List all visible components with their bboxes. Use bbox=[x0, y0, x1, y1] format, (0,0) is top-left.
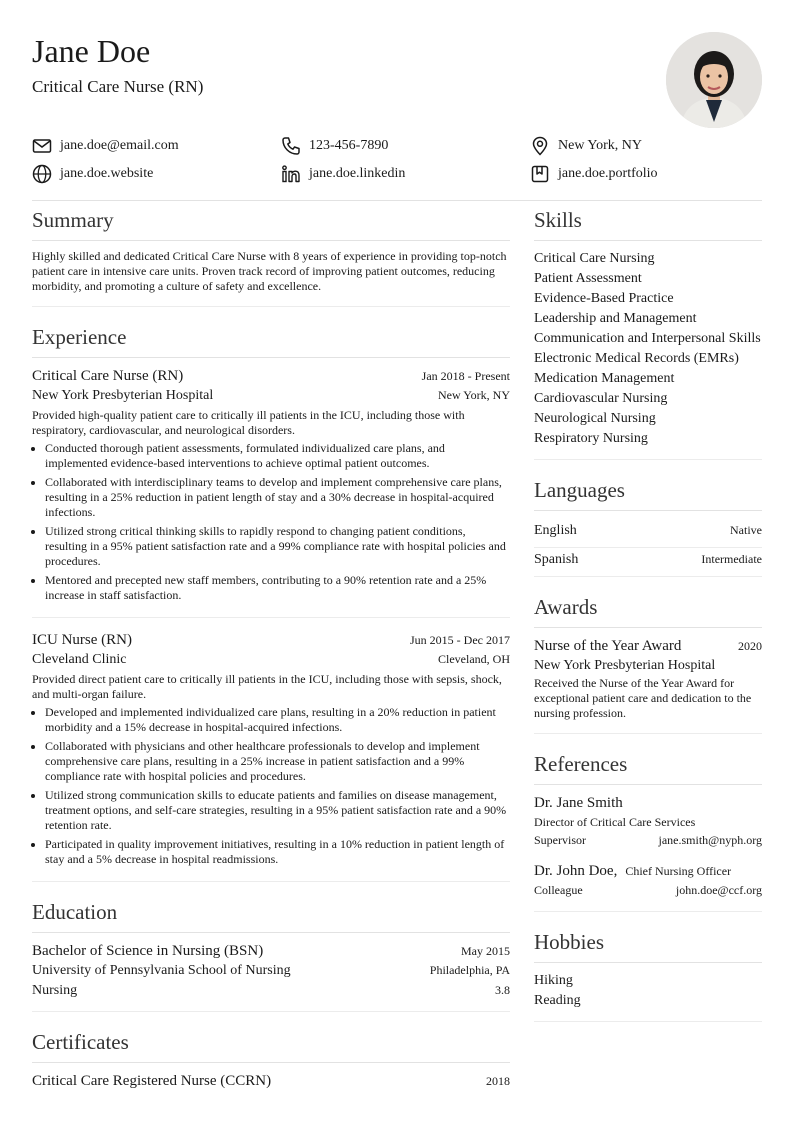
language-item bbox=[534, 548, 762, 577]
mail-icon bbox=[32, 136, 52, 156]
section-heading-summary: Summary bbox=[32, 206, 510, 241]
skill-item: Cardiovascular Nursing bbox=[534, 391, 668, 406]
experience-entry bbox=[32, 630, 510, 882]
section-heading-hobbies: Hobbies bbox=[534, 928, 762, 963]
education-date: May 2015 bbox=[461, 944, 510, 958]
job-bullet: • Utilized strong communication skills to educate patients and families on disease management, treatment options, and self-care strategies, resulting in a 95% patient satisfaction rate and a 90% retention rate. bbox=[45, 788, 510, 833]
reference-item bbox=[534, 861, 762, 912]
candidate-title: Critical Care Nurse (RN) bbox=[32, 77, 204, 96]
contact-linkedin-text: jane.doe.linkedin bbox=[309, 166, 406, 181]
language-name: English bbox=[534, 523, 577, 538]
job-location: New York, NY bbox=[437, 388, 510, 402]
phone-icon bbox=[281, 136, 301, 156]
hobby-item: Hiking bbox=[534, 973, 573, 988]
experience-section bbox=[32, 323, 510, 882]
job-bullet: • Developed and implemented individualized care plans, resulting in a 20% reduction in patient morbidity and a 15% decrease in hospital-acquired infections. bbox=[45, 705, 510, 735]
contact-location-text: New York, NY bbox=[558, 138, 643, 153]
languages-section bbox=[534, 476, 762, 577]
section-heading-certificates: Certificates bbox=[32, 1028, 510, 1063]
location-pin-icon bbox=[530, 136, 550, 156]
skill-item: Medication Management bbox=[534, 371, 675, 386]
experience-entry bbox=[32, 366, 510, 618]
linkedin-icon bbox=[281, 164, 301, 184]
section-heading-references: References bbox=[534, 750, 762, 785]
award-title: Nurse of the Year Award bbox=[534, 638, 682, 654]
profile-photo bbox=[666, 32, 762, 128]
skill-item: Neurological Nursing bbox=[534, 411, 656, 426]
contact-location bbox=[530, 134, 642, 158]
contact-email-text: jane.doe@email.com bbox=[60, 138, 179, 153]
job-title: ICU Nurse (RN) bbox=[32, 632, 132, 648]
certificate-year: 2018 bbox=[486, 1074, 510, 1088]
job-bullets bbox=[32, 705, 510, 867]
awards-section bbox=[534, 593, 762, 734]
certificates-section bbox=[32, 1028, 510, 1091]
skill-item: Respiratory Nursing bbox=[534, 431, 648, 446]
job-title: Critical Care Nurse (RN) bbox=[32, 368, 184, 384]
right-column bbox=[534, 206, 762, 1022]
section-heading-languages: Languages bbox=[534, 476, 762, 511]
education-section bbox=[32, 898, 510, 1012]
reference-name: Dr. Jane Smith bbox=[534, 795, 623, 811]
contact-phone[interactable] bbox=[281, 134, 388, 158]
language-level: Intermediate bbox=[701, 552, 762, 566]
left-column bbox=[32, 206, 510, 1091]
language-name: Spanish bbox=[534, 552, 579, 567]
job-location: Cleveland, OH bbox=[438, 652, 510, 666]
job-bullet: • Mentored and precepted new staff members, contributing to a 90% retention rate and a 25% increase in staff satisfaction. bbox=[45, 573, 510, 603]
skill-item: Critical Care Nursing bbox=[534, 251, 655, 266]
job-bullet: • Utilized strong critical thinking skills to rapidly respond to changing patient conditions, resulting in a 95% patient satisfaction rate and a 99% compliance rate with hospital policies and procedures. bbox=[45, 524, 510, 569]
job-description: Provided direct patient care to critically ill patients in the ICU, including those with sepsis, shock, and multi-organ failure. bbox=[32, 672, 502, 701]
gpa: 3.8 bbox=[495, 983, 510, 997]
field-of-study: Nursing bbox=[32, 983, 78, 998]
degree-title: Bachelor of Science in Nursing (BSN) bbox=[32, 943, 264, 959]
contact-website[interactable] bbox=[32, 162, 153, 186]
school-name: University of Pennsylvania School of Nursing bbox=[32, 963, 291, 978]
section-heading-awards: Awards bbox=[534, 593, 762, 628]
portfolio-icon bbox=[530, 164, 550, 184]
reference-item bbox=[534, 793, 762, 861]
award-year: 2020 bbox=[738, 639, 762, 653]
reference-email[interactable]: jane.smith@nyph.org bbox=[658, 833, 762, 847]
contact-website-text: jane.doe.website bbox=[60, 166, 154, 181]
language-item bbox=[534, 519, 762, 548]
reference-position: Director of Critical Care Services bbox=[534, 815, 696, 829]
reference-email[interactable]: john.doe@ccf.org bbox=[675, 883, 762, 897]
certificate-name: Critical Care Registered Nurse (CCRN) bbox=[32, 1073, 272, 1089]
summary-section bbox=[32, 206, 510, 307]
contact-linkedin[interactable] bbox=[281, 162, 405, 186]
header-divider bbox=[32, 200, 762, 201]
skill-item: Communication and Interpersonal Skills bbox=[534, 331, 761, 346]
job-bullet: • Collaborated with interdisciplinary teams to develop and implement comprehensive care plans, resulting in a 25% reduction in patient length of stay and a 30% decrease in hospital-acquired infections. bbox=[45, 475, 510, 520]
summary-text: Highly skilled and dedicated Critical Care Nurse with 8 years of experience in providing top-notch patient care in intensive care units. Proven track record of improving patient outcomes, reducing morbidity, and promoting a culture of safety and excellence. bbox=[32, 249, 507, 293]
job-description: Provided high-quality patient care to critically ill patients in the ICU, including those with respiratory, cardiovascular, and neurological disorders. bbox=[32, 408, 465, 437]
job-organization: Cleveland Clinic bbox=[32, 652, 127, 667]
reference-position: Chief Nursing Officer bbox=[625, 864, 732, 878]
contact-email[interactable] bbox=[32, 134, 179, 158]
job-bullet: • Conducted thorough patient assessments, formulated individualized care plans, and implemented evidence-based interventions to achieve optimal patient outcomes. bbox=[45, 441, 510, 471]
candidate-name: Jane Doe bbox=[32, 33, 151, 69]
references-section bbox=[534, 750, 762, 912]
section-heading-education: Education bbox=[32, 898, 510, 933]
job-bullets bbox=[32, 441, 510, 603]
skill-item: Patient Assessment bbox=[534, 271, 642, 286]
certificate-item bbox=[32, 1071, 510, 1091]
hobby-item: Reading bbox=[534, 993, 581, 1008]
reference-name: Dr. John Doe, bbox=[534, 863, 618, 879]
skill-item: Evidence-Based Practice bbox=[534, 291, 674, 306]
skill-item: Leadership and Management bbox=[534, 311, 697, 326]
globe-icon bbox=[32, 164, 52, 184]
school-location: Philadelphia, PA bbox=[429, 963, 510, 977]
skill-item: Electronic Medical Records (EMRs) bbox=[534, 351, 739, 366]
reference-relation: Colleague bbox=[534, 883, 583, 897]
section-heading-skills: Skills bbox=[534, 206, 762, 241]
language-level: Native bbox=[730, 523, 762, 537]
job-organization: New York Presbyterian Hospital bbox=[32, 388, 214, 403]
job-bullet: • Participated in quality improvement initiatives, resulting in a 10% reduction in patient length of stay and a 5% decrease in hospital readmissions. bbox=[45, 837, 510, 867]
job-date: Jun 2015 - Dec 2017 bbox=[410, 633, 510, 647]
skills-section bbox=[534, 206, 762, 460]
job-bullet: • Collaborated with physicians and other healthcare professionals to develop and implement comprehensive care plans, resulting in a 25% increase in patient satisfaction and a 99% compliance rate with hospital policies and procedures. bbox=[45, 739, 510, 784]
reference-relation: Supervisor bbox=[534, 833, 586, 847]
contact-portfolio-text: jane.doe.portfolio bbox=[558, 166, 658, 181]
award-organization: New York Presbyterian Hospital bbox=[534, 658, 716, 673]
award-description: Received the Nurse of the Year Award for exceptional patient care and dedication to the nursing profession. bbox=[534, 676, 752, 720]
section-heading-experience: Experience bbox=[32, 323, 510, 358]
hobbies-section bbox=[534, 928, 762, 1022]
contact-portfolio[interactable] bbox=[530, 162, 658, 186]
contact-phone-text: 123-456-7890 bbox=[309, 138, 389, 153]
job-date: Jan 2018 - Present bbox=[421, 369, 510, 383]
